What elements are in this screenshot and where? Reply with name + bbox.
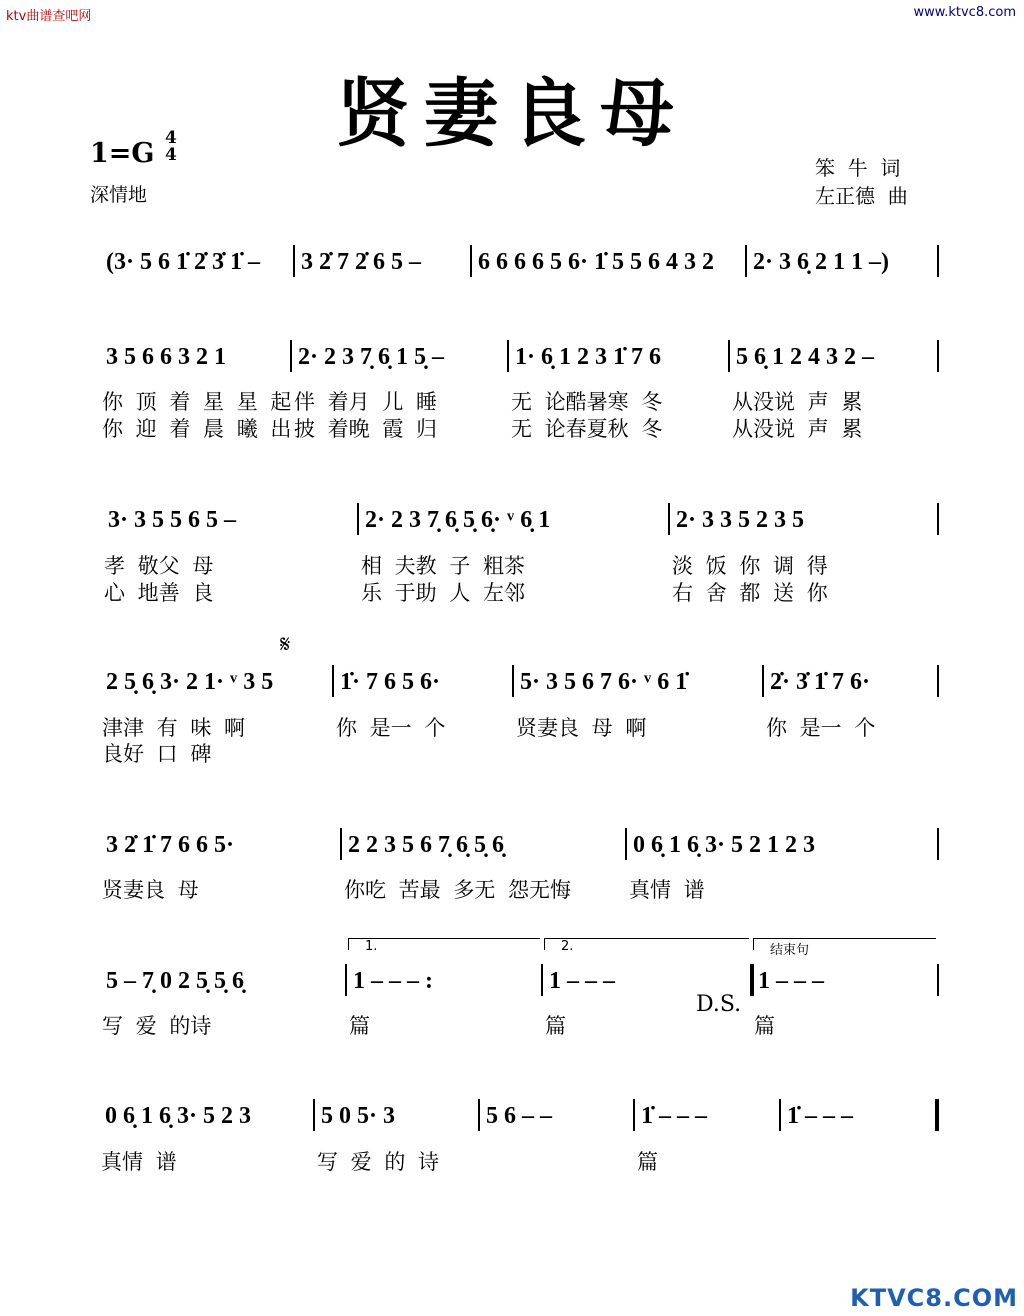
lyric-line-verse-2: 披 着晚 霞 归	[294, 417, 438, 441]
measure-notes	[779, 1101, 935, 1131]
lyric-line-verse-1: 无 论酷暑寒 冬	[511, 390, 663, 414]
note-group: 0 6̣ 1 6̣ 3· 5 2 1 2 3	[633, 831, 816, 858]
volta-bracket: 结束句	[753, 938, 936, 950]
lyric-line-verse-1: 你 是一 个	[766, 716, 876, 740]
measure-notes	[507, 342, 728, 372]
lyric-line-verse-1: 你吃 苦最 多无 怨无悔	[344, 878, 572, 902]
lyric-line-verse-2: 从没说 声 累	[732, 417, 863, 441]
note-group: 2· 2 3 7̣ 6̣ 1 5̣ –	[298, 343, 445, 370]
note-group: 1 – – – :	[353, 967, 433, 994]
lyric-line-verse-1: 篇	[754, 1014, 775, 1038]
note-group: 1̇ – – –	[641, 1102, 707, 1129]
measure-notes	[625, 830, 937, 860]
note-group: 2· 3 3 5 2 3 5	[676, 506, 805, 533]
measure-notes	[293, 247, 470, 277]
time-signature	[165, 130, 177, 164]
measure-notes	[750, 966, 937, 996]
ds-mark: D.S.	[696, 992, 742, 1017]
note-group: 3 2̇ 1̇ 7 6 6 5·	[106, 831, 235, 858]
note-group: 6 6 6 6 5 6· 1̇ 5 5 6 4 3 2	[478, 248, 715, 275]
note-group: 1̇ – – –	[787, 1102, 853, 1129]
barline	[937, 665, 939, 697]
measure-notes	[290, 342, 507, 372]
measure-notes	[98, 830, 340, 860]
barline	[937, 828, 939, 860]
measure-notes	[745, 247, 937, 277]
barline	[937, 964, 939, 996]
lyric-line-verse-1: 写 爱 的 诗	[317, 1150, 440, 1174]
measure-notes	[98, 966, 345, 996]
barline	[937, 503, 939, 535]
site-watermark-right: www.ktvc8.com	[913, 5, 1016, 20]
measure-notes	[762, 667, 937, 697]
barline	[935, 1099, 939, 1131]
lyric-line-verse-1: 你 是一 个	[336, 716, 446, 740]
song-title: 贤妻良母	[336, 71, 688, 157]
lyric-line-verse-1: 淡 饭 你 调 得	[672, 554, 828, 578]
measure-notes	[541, 966, 750, 996]
time-top: 4	[165, 128, 177, 148]
lyric-line-verse-1: 篇	[349, 1014, 370, 1038]
barline	[937, 340, 939, 372]
lyricist: 笨 牛 词	[815, 156, 901, 180]
note-group: 1̇· 7 6 5 6·	[340, 668, 441, 695]
barline	[937, 245, 939, 277]
note-group: 1 – – –	[758, 967, 824, 994]
composer: 左正德 曲	[815, 184, 908, 208]
measure-notes	[332, 667, 512, 697]
lyric-line-verse-2: 你 迎 着 晨 曦 出	[102, 417, 292, 441]
lyric-line-verse-1: 贤妻良 母	[102, 878, 199, 902]
volta-bracket: 2.	[544, 938, 749, 950]
time-bottom: 4	[165, 145, 177, 165]
measure-notes	[97, 1101, 313, 1131]
lyric-line-verse-2: 乐 于助 人 左邻	[361, 581, 526, 605]
measure-notes	[728, 342, 937, 372]
lyric-line-verse-1: 相 夫教 子 粗茶	[361, 554, 526, 578]
note-group: 3· 3 5 5 6 5 –	[108, 506, 237, 533]
note-group: 5 0 5· 3	[321, 1102, 396, 1129]
note-group: 0 6̣ 1 6̣ 3· 5 2 3	[105, 1102, 252, 1129]
measure-notes	[340, 830, 625, 860]
lyric-line-verse-1: 从没说 声 累	[732, 390, 863, 414]
measure-notes	[313, 1101, 478, 1131]
lyric-line-verse-1: 篇	[545, 1014, 566, 1038]
measure-notes	[478, 1101, 633, 1131]
measure-notes	[512, 667, 762, 697]
tempo-mark: 深情地	[90, 184, 148, 206]
note-group: 2 2 3 5 6 7̣ 6̣ 5̣ 6̣	[348, 831, 504, 858]
measure-notes	[98, 247, 293, 277]
lyric-line-verse-2: 右 舍 都 送 你	[672, 581, 828, 605]
lyric-line-verse-1: 贤妻良 母 啊	[516, 716, 647, 740]
lyric-line-verse-1: 你 顶 着 星 星 起	[102, 390, 292, 414]
segno-sign: 𝄋	[280, 630, 291, 658]
note-group: 1 – – –	[549, 967, 615, 994]
lyric-line-verse-1: 真情 谱	[101, 1150, 177, 1174]
measure-notes	[100, 505, 357, 535]
lyric-line-verse-1: 篇	[637, 1150, 658, 1174]
note-group: 5 6̣ 1 2 4 3 2 –	[736, 343, 874, 370]
lyric-line-verse-1: 伴 着月 儿 睡	[294, 390, 438, 414]
measure-notes	[98, 667, 332, 697]
note-group: 2 5̣ 6̣ 3· 2 1· ᵛ 3 5	[106, 668, 274, 695]
measure-notes	[633, 1101, 779, 1131]
lyric-line-verse-1: 孝 敬父 母	[104, 554, 214, 578]
volta-bracket: 1.	[348, 938, 540, 950]
site-logo: KTVC8.COM	[850, 1284, 1018, 1312]
lyric-line-verse-1: 真情 谱	[629, 878, 705, 902]
note-group: 2· 2 3 7̣ 6̣ 5̣ 6̣· ᵛ 6̣ 1	[365, 506, 551, 533]
lyric-line-verse-1: 津津 有 味 啊	[102, 716, 246, 740]
measure-notes	[668, 505, 937, 535]
note-group: 3 2̇ 7 2̇ 6 5 –	[301, 248, 421, 275]
measure-notes	[345, 966, 541, 996]
note-group: 5 – 7̣ 0 2 5̣ 5̣ 6̣	[106, 967, 244, 994]
lyric-line-verse-2: 良好 口 碑	[102, 742, 212, 766]
note-group: 3 5 6 6 3 2 1	[106, 343, 226, 370]
note-group: (3· 5 6 1̇ 2̇ 3̇ 1̇ –	[106, 248, 260, 275]
lyric-line-verse-2: 心 地善 良	[104, 581, 214, 605]
measure-notes	[357, 505, 668, 535]
key-signature: 1=G	[90, 138, 155, 169]
lyric-line-verse-2: 无 论春夏秋 冬	[511, 417, 663, 441]
site-watermark-left: ktv曲谱查吧网	[6, 9, 92, 24]
note-group: 1· 6̣ 1 2 3 1̇ 7 6	[515, 343, 662, 370]
note-group: 5· 3 5 6 7 6· ᵛ 6 1̇	[520, 668, 688, 695]
note-group: 5 6 – –	[486, 1102, 552, 1129]
measure-notes	[470, 247, 745, 277]
note-group: 2· 3 6̣ 2 1 1 –)	[753, 248, 889, 275]
measure-notes	[98, 342, 290, 372]
note-group: 2̇· 3̇ 1̇ 7 6·	[770, 668, 871, 695]
lyric-line-verse-1: 写 爱 的诗	[102, 1014, 212, 1038]
